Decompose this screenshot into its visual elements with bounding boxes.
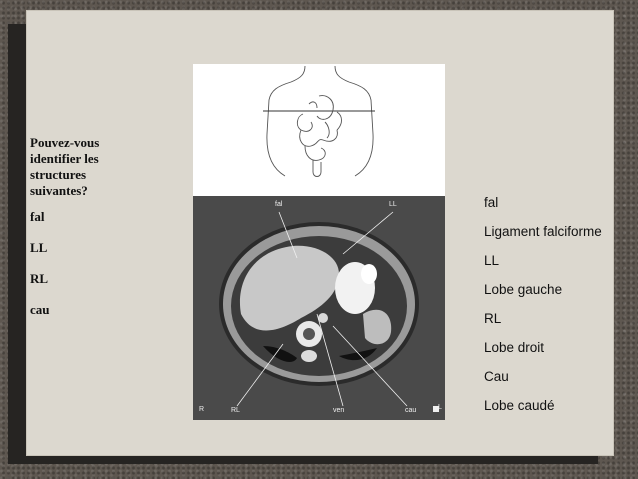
abbr-cau: cau [30, 302, 50, 317]
answer-abbr-ll: LL [484, 253, 500, 268]
answer-full-fal: Ligament falciforme [484, 224, 602, 239]
answer-full-rl: Lobe droit [484, 340, 545, 355]
answer-abbr-cau: Cau [484, 369, 509, 384]
question-text: Pouvez-vous identifier les structures suivantes? [30, 135, 100, 198]
slide [26, 10, 614, 456]
ct-scan-image [193, 196, 445, 420]
ct-label-r: R [199, 406, 205, 413]
abbr-fal: fal [30, 209, 45, 224]
answer-full-ll: Lobe gauche [484, 282, 563, 297]
torso-outline-icon [193, 64, 445, 196]
ct-label-fal: fal [275, 201, 283, 208]
ct-label-cau: cau [405, 407, 417, 414]
abbr-rl: RL [30, 271, 49, 286]
question-panel [30, 135, 140, 333]
answer-full-cau: Lobe caudé [484, 398, 555, 413]
answer-abbr-rl: RL [484, 311, 502, 326]
ct-label-ven: ven [333, 407, 345, 414]
ct-label-l: L [438, 404, 442, 411]
torso-diagram [193, 64, 445, 196]
ct-scan [193, 196, 445, 420]
answer-panel [484, 195, 624, 427]
ct-figure [193, 64, 445, 420]
abbr-ll: LL [30, 240, 48, 255]
ct-label-ll: LL [389, 201, 397, 208]
ct-label-rl: RL [231, 407, 240, 414]
answer-abbr-fal: fal [484, 195, 499, 210]
